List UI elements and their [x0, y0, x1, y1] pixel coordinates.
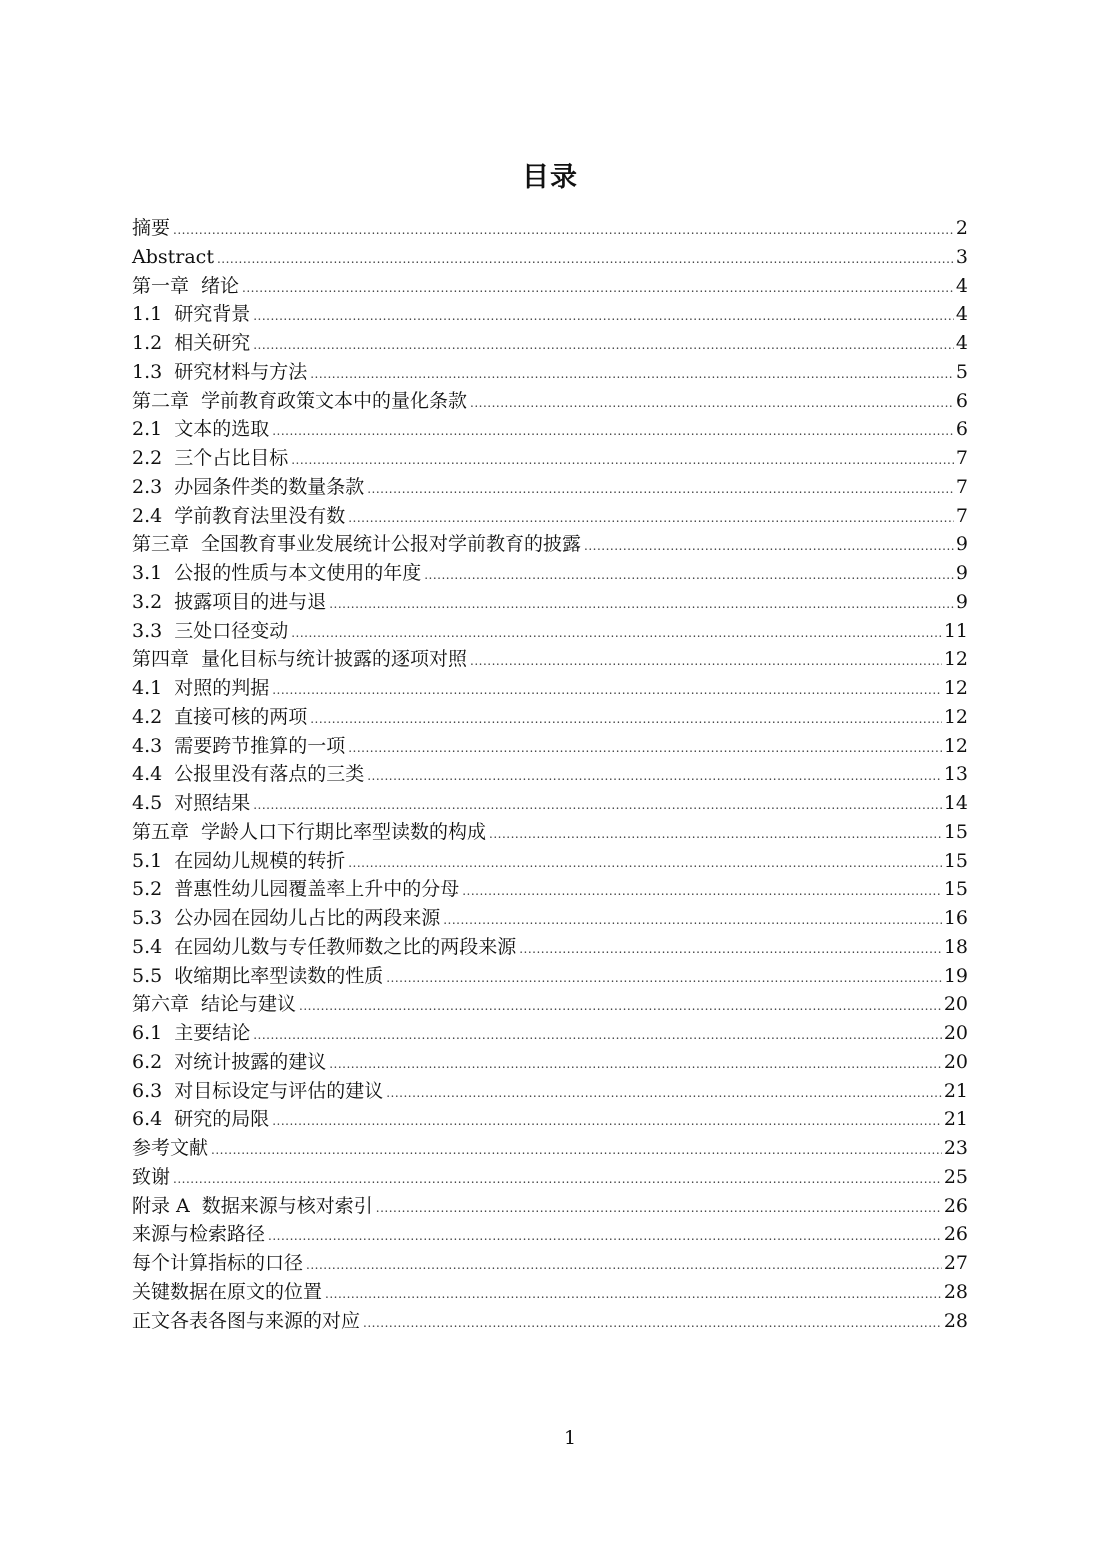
toc-entry-title: 每个计算指标的口径 [132, 1252, 304, 1274]
toc-entry-number: 3.3 [132, 619, 163, 642]
toc-entry-title: 普惠性幼儿园覆盖率上升中的分母 [174, 878, 460, 901]
toc-entry[interactable] [132, 674, 968, 703]
toc-entry-page: 25 [943, 1165, 968, 1188]
toc-entry-page: 21 [943, 1079, 968, 1102]
table-of-contents [132, 214, 968, 1335]
toc-entry-title: 披露项目的进与退 [174, 590, 327, 613]
toc-entry-number: 6.1 [132, 1022, 163, 1044]
toc-entry-number: 附录 A [132, 1194, 190, 1217]
toc-entry[interactable] [132, 760, 968, 789]
toc-dot-leader [519, 935, 942, 964]
toc-entry-title: 绪论 [201, 274, 240, 297]
toc-entry-page: 28 [943, 1309, 968, 1332]
toc-dot-leader [310, 705, 942, 734]
toc-entry-number: 4.2 [132, 705, 163, 728]
toc-dot-leader [268, 1222, 942, 1251]
toc-entry[interactable] [132, 1192, 968, 1221]
toc-entry-page: 20 [943, 993, 968, 1016]
toc-entry-number: 第四章 [132, 648, 190, 671]
toc-dot-leader [173, 216, 954, 245]
toc-entry-number: 5.1 [132, 849, 163, 872]
toc-entry-title: 学前教育法里没有数 [174, 504, 346, 527]
toc-entry-page: 3 [955, 245, 968, 268]
toc-entry[interactable] [132, 588, 968, 617]
toc-entry-title: 对统计披露的建议 [174, 1050, 327, 1073]
toc-entry-page: 12 [943, 677, 968, 699]
toc-dot-leader [329, 590, 954, 619]
toc-dot-leader [173, 1165, 942, 1194]
toc-entry-title: 对照的判据 [174, 677, 270, 699]
toc-dot-leader [217, 245, 954, 274]
toc-entry-page: 2 [955, 217, 968, 239]
toc-entry[interactable] [132, 272, 968, 301]
toc-entry-title: 公报的性质与本文使用的年度 [174, 562, 422, 584]
toc-dot-leader [329, 1050, 942, 1079]
toc-entry[interactable] [132, 1249, 968, 1278]
toc-dot-leader [272, 676, 942, 705]
toc-entry-title: 对目标设定与评估的建议 [174, 1079, 384, 1102]
toc-entry-title: 正文各表各图与来源的对应 [132, 1309, 361, 1332]
toc-dot-leader [242, 274, 954, 303]
toc-entry-page: 28 [943, 1280, 968, 1303]
toc-dot-leader [253, 331, 954, 360]
toc-entry-page: 5 [955, 360, 968, 383]
toc-dot-leader [348, 734, 942, 763]
toc-entry[interactable] [132, 1048, 968, 1077]
toc-entry-title: 收缩期比率型读数的性质 [174, 964, 384, 987]
toc-entry-title: 全国教育事业发展统计公报对学前教育的披露 [201, 533, 582, 556]
toc-entry-page: 14 [943, 792, 968, 814]
toc-entry-title: 研究的局限 [174, 1108, 270, 1131]
toc-entry-number: 6.3 [132, 1079, 163, 1102]
toc-entry[interactable] [132, 387, 968, 416]
toc-dot-leader [386, 1079, 942, 1108]
toc-entry[interactable] [132, 818, 968, 847]
toc-entry-title: 量化目标与统计披露的逐项对照 [201, 648, 468, 671]
toc-entry-title: 数据来源与核对索引 [201, 1194, 373, 1217]
toc-entry[interactable] [132, 1278, 968, 1307]
toc-entry-number: 5.5 [132, 964, 163, 987]
toc-entry-number: 1.3 [132, 360, 163, 383]
toc-entry-page: 12 [943, 734, 968, 757]
toc-entry-number: 4.1 [132, 677, 163, 699]
toc-entry-title: 在园幼儿数与专任教师数之比的两段来源 [174, 935, 517, 958]
toc-dot-leader [363, 1309, 942, 1338]
toc-dot-leader [489, 820, 942, 849]
toc-entry[interactable] [132, 214, 968, 243]
toc-entry-page: 19 [943, 964, 968, 987]
toc-entry-title: 主要结论 [174, 1022, 251, 1044]
toc-entry[interactable] [132, 1077, 968, 1106]
toc-entry-title: 公报里没有落点的三类 [174, 763, 365, 786]
toc-entry-page: 7 [955, 447, 968, 469]
toc-entry-number: 2.1 [132, 418, 163, 441]
toc-entry[interactable] [132, 1105, 968, 1134]
toc-entry[interactable] [132, 1134, 968, 1163]
toc-dot-leader [584, 532, 954, 561]
toc-entry[interactable] [132, 962, 968, 991]
toc-entry[interactable] [132, 559, 968, 588]
toc-entry[interactable] [132, 415, 968, 444]
toc-entry-title: 学前教育政策文本中的量化条款 [201, 389, 468, 412]
toc-entry[interactable] [132, 358, 968, 387]
toc-dot-leader [386, 964, 942, 993]
toc-dot-leader [291, 619, 942, 648]
toc-entry-page: 23 [943, 1137, 968, 1159]
page-number: 1 [563, 1427, 577, 1449]
toc-entry-title: 公办园在园幼儿占比的两段来源 [174, 907, 441, 929]
toc-entry[interactable] [132, 645, 968, 674]
toc-entry-page: 9 [955, 590, 968, 613]
toc-dot-leader [367, 475, 954, 504]
toc-entry-number: 5.3 [132, 907, 163, 929]
toc-dot-leader [310, 360, 954, 389]
toc-entry-page: 7 [955, 475, 968, 498]
toc-entry[interactable] [132, 933, 968, 962]
toc-entry-page: 15 [943, 820, 968, 843]
page-title: 目录 [522, 162, 578, 194]
toc-entry-number: 第六章 [132, 993, 190, 1016]
toc-dot-leader [211, 1136, 942, 1165]
toc-entry[interactable] [132, 1220, 968, 1249]
toc-entry[interactable] [132, 530, 968, 559]
toc-dot-leader [462, 877, 942, 906]
toc-entry-title: Abstract [132, 245, 214, 268]
toc-entry-page: 9 [955, 562, 968, 584]
toc-entry-page: 6 [955, 418, 968, 441]
toc-entry-page: 7 [955, 504, 968, 527]
toc-entry-title: 致谢 [132, 1165, 171, 1188]
toc-entry[interactable] [132, 789, 968, 818]
toc-entry-title: 摘要 [132, 217, 171, 239]
toc-entry-page: 20 [943, 1050, 968, 1073]
toc-entry-page: 4 [955, 274, 968, 297]
toc-dot-leader [272, 417, 954, 446]
toc-entry[interactable] [132, 617, 968, 646]
toc-dot-leader [443, 906, 942, 935]
toc-entry-page: 4 [955, 303, 968, 326]
toc-entry-number: 1.1 [132, 303, 163, 326]
toc-dot-leader [470, 389, 954, 418]
toc-entry-number: 3.1 [132, 562, 163, 584]
toc-dot-leader [348, 504, 954, 533]
toc-entry-title: 办园条件类的数量条款 [174, 475, 365, 498]
toc-entry-page: 13 [943, 763, 968, 786]
toc-entry-title: 结论与建议 [201, 993, 297, 1016]
toc-dot-leader [299, 992, 942, 1021]
toc-dot-leader [272, 1107, 942, 1136]
toc-entry-page: 4 [955, 332, 968, 354]
toc-entry-title: 对照结果 [174, 792, 251, 814]
toc-entry-number: 2.2 [132, 447, 163, 469]
toc-entry-title: 来源与检索路径 [132, 1223, 266, 1246]
toc-entry-page: 21 [943, 1108, 968, 1131]
toc-dot-leader [253, 791, 942, 820]
toc-dot-leader [253, 302, 954, 331]
toc-dot-leader [291, 446, 954, 475]
toc-entry-page: 26 [943, 1223, 968, 1246]
toc-entry[interactable] [132, 847, 968, 876]
toc-entry-number: 1.2 [132, 332, 163, 354]
toc-dot-leader [306, 1251, 942, 1280]
toc-entry[interactable] [132, 1163, 968, 1192]
toc-entry-title: 相关研究 [174, 332, 251, 354]
toc-entry[interactable] [132, 329, 968, 358]
toc-entry-title: 研究背景 [174, 303, 251, 326]
toc-entry-number: 5.4 [132, 935, 163, 958]
toc-entry-page: 9 [955, 533, 968, 556]
toc-entry[interactable] [132, 473, 968, 502]
toc-entry-page: 12 [943, 705, 968, 728]
toc-entry-title: 文本的选取 [174, 418, 270, 441]
toc-entry-title: 在园幼儿规模的转折 [174, 849, 346, 872]
toc-entry[interactable] [132, 990, 968, 1019]
toc-entry-title: 关键数据在原文的位置 [132, 1280, 323, 1303]
toc-entry-page: 6 [955, 389, 968, 412]
toc-entry-page: 15 [943, 849, 968, 872]
toc-entry[interactable] [132, 444, 968, 473]
toc-entry[interactable] [132, 875, 968, 904]
toc-entry-number: 5.2 [132, 878, 163, 901]
toc-entry-page: 20 [943, 1022, 968, 1044]
toc-entry-page: 26 [943, 1194, 968, 1217]
toc-dot-leader [376, 1194, 942, 1223]
toc-entry-title: 三个占比目标 [174, 447, 289, 469]
toc-entry-page: 15 [943, 878, 968, 901]
toc-entry-number: 第三章 [132, 533, 190, 556]
toc-entry-title: 需要跨节推算的一项 [174, 734, 346, 757]
toc-entry[interactable] [132, 703, 968, 732]
toc-dot-leader [367, 762, 942, 791]
toc-dot-leader [470, 647, 942, 676]
toc-entry-number: 6.2 [132, 1050, 163, 1073]
toc-dot-leader [253, 1021, 942, 1050]
toc-dot-leader [348, 849, 942, 878]
toc-entry[interactable] [132, 243, 968, 272]
toc-entry-number: 第五章 [132, 820, 190, 843]
toc-entry[interactable] [132, 732, 968, 761]
toc-entry-page: 12 [943, 648, 968, 671]
toc-entry-number: 第一章 [132, 274, 190, 297]
toc-dot-leader [325, 1280, 942, 1309]
toc-entry-title: 三处口径变动 [174, 619, 289, 642]
toc-entry-number: 3.2 [132, 590, 163, 613]
toc-entry-title: 参考文献 [132, 1137, 209, 1159]
toc-entry[interactable] [132, 300, 968, 329]
toc-entry-page: 18 [943, 935, 968, 958]
toc-entry-number: 4.4 [132, 763, 163, 786]
toc-entry-title: 直接可核的两项 [174, 705, 308, 728]
toc-entry-number: 2.3 [132, 475, 163, 498]
toc-dot-leader [424, 561, 954, 590]
toc-entry[interactable] [132, 502, 968, 531]
toc-entry-title: 学龄人口下行期比率型读数的构成 [201, 820, 487, 843]
toc-entry[interactable] [132, 1019, 968, 1048]
toc-entry-page: 11 [943, 619, 968, 642]
toc-entry[interactable] [132, 1307, 968, 1336]
toc-entry-page: 16 [943, 907, 968, 929]
toc-entry-page: 27 [943, 1252, 968, 1274]
toc-entry-number: 4.5 [132, 792, 163, 814]
toc-entry-number: 第二章 [132, 389, 190, 412]
toc-entry[interactable] [132, 904, 968, 933]
toc-entry-number: 2.4 [132, 504, 163, 527]
toc-entry-number: 4.3 [132, 734, 163, 757]
toc-entry-title: 研究材料与方法 [174, 360, 308, 383]
toc-entry-number: 6.4 [132, 1108, 163, 1131]
